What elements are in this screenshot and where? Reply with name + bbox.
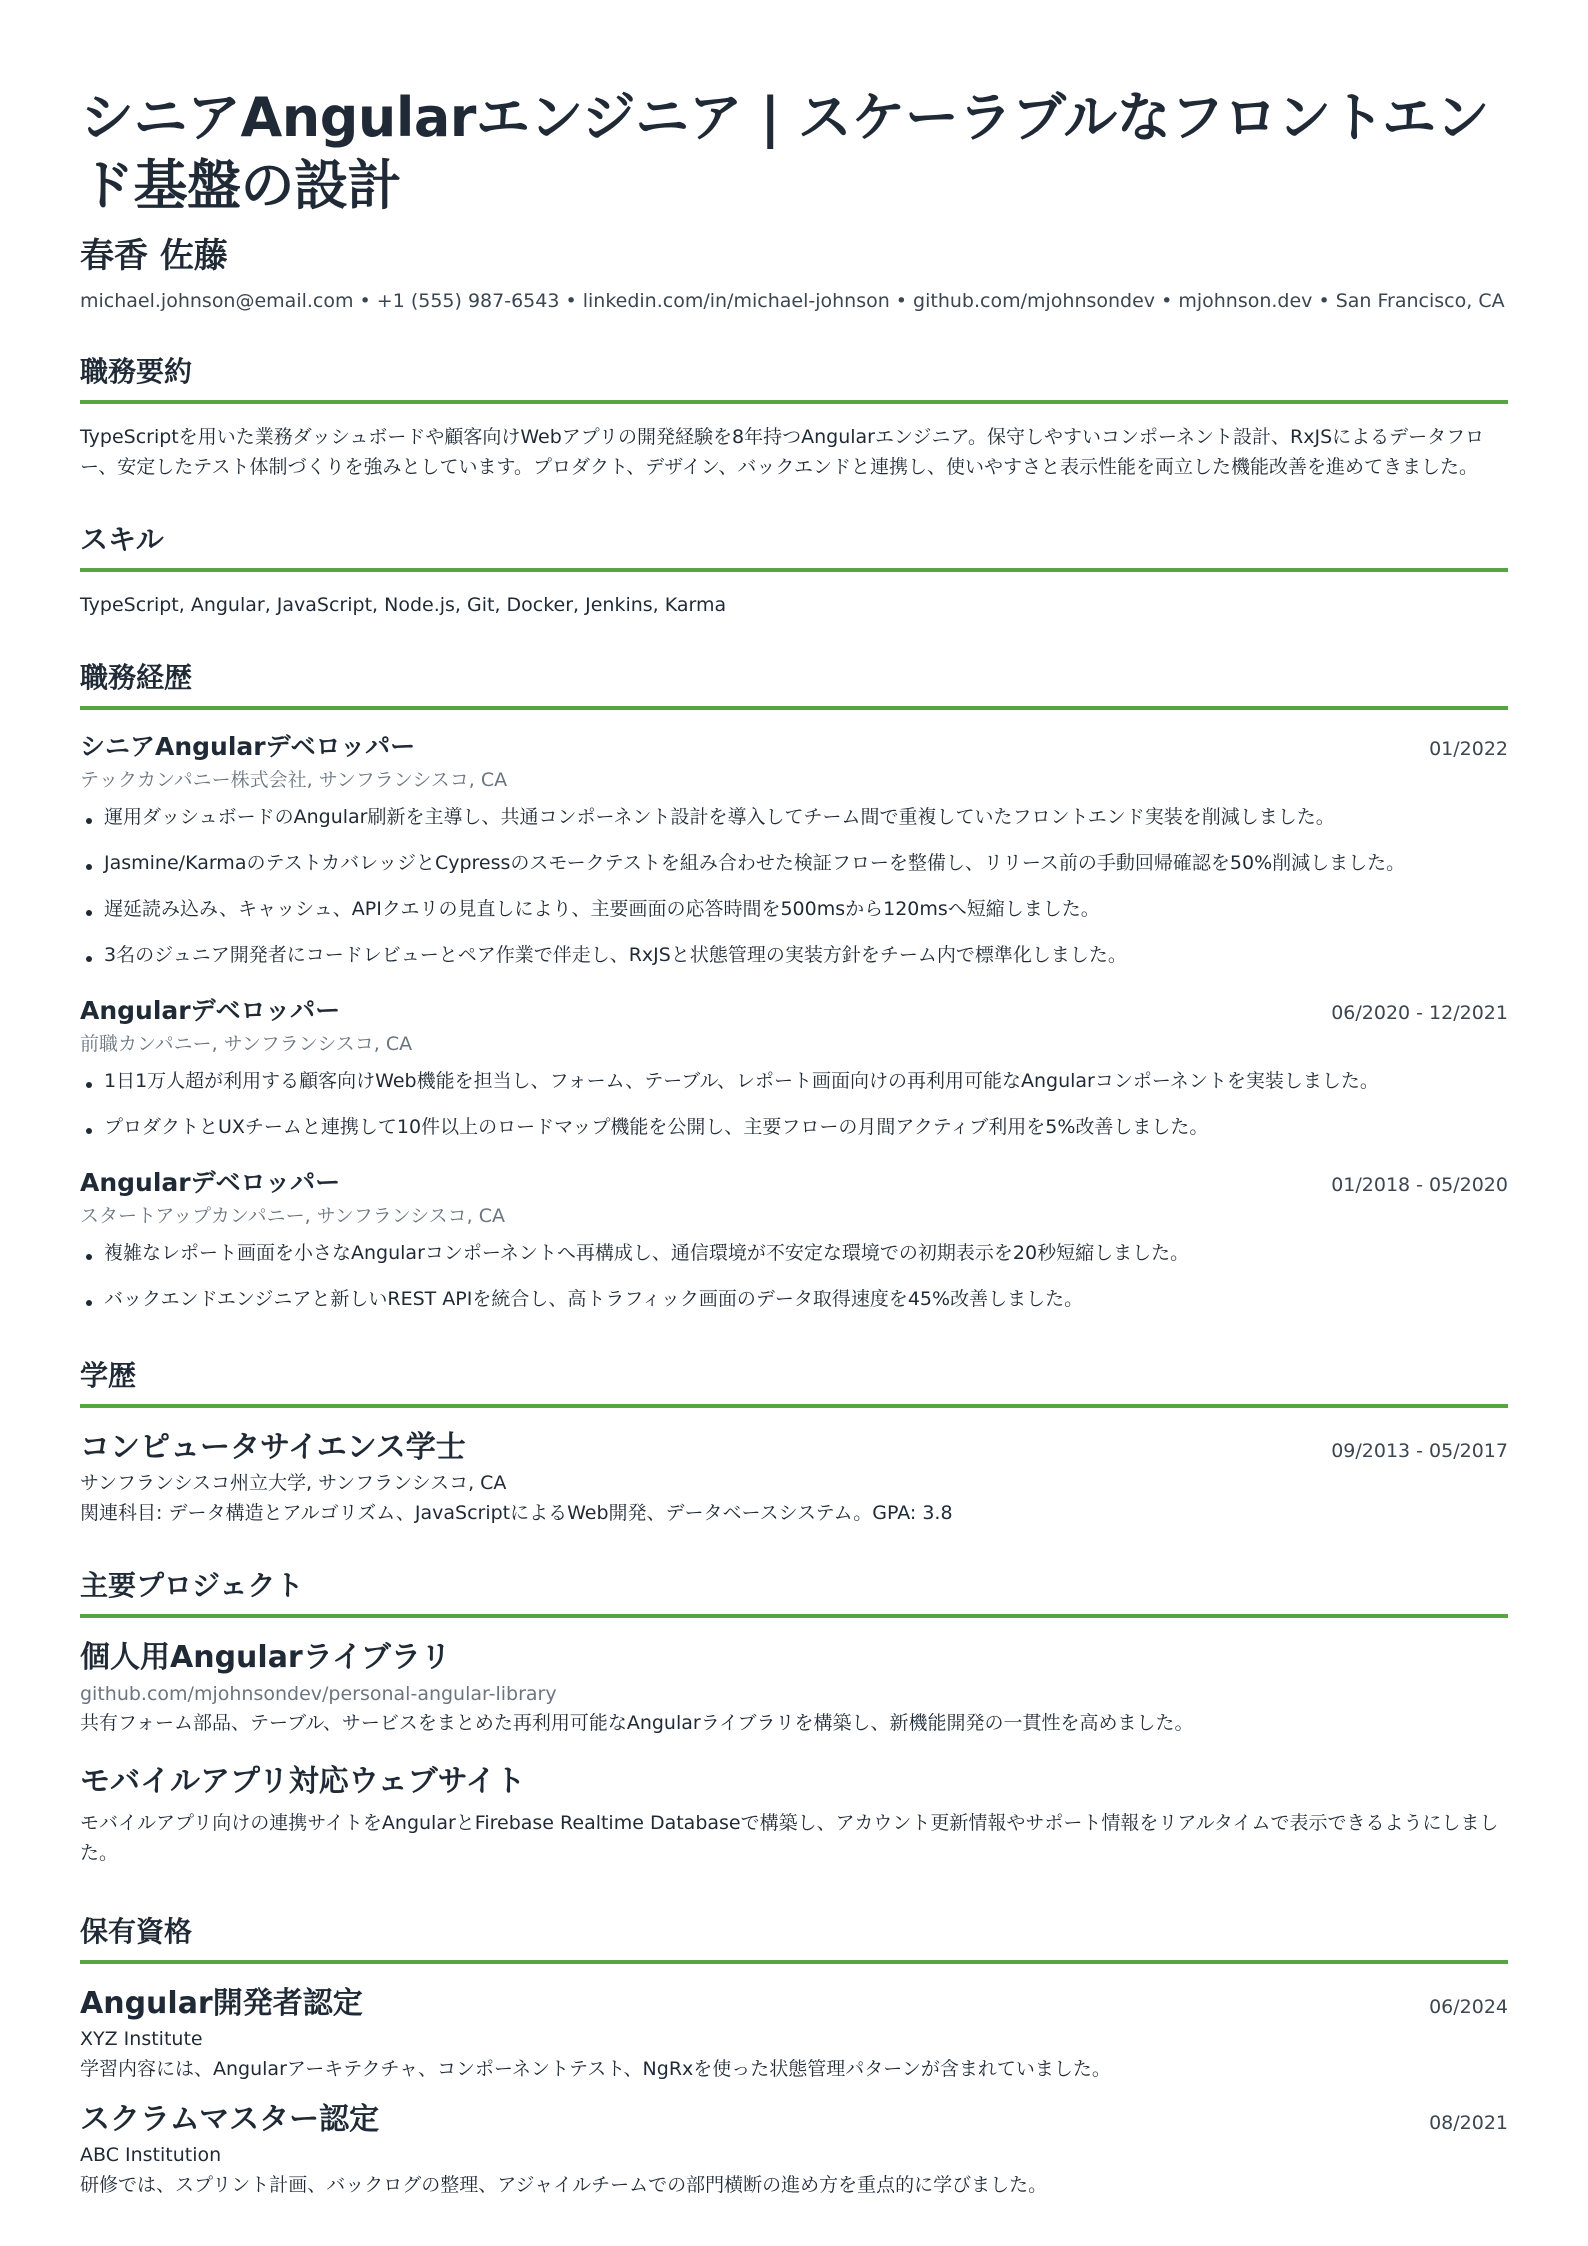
job-bullet-text: 遅延読み込み、キャッシュ、APIクエリの見直しにより、主要画面の応答時間を500msから120msへ短縮しました。 bbox=[104, 898, 1100, 920]
degree-title: コンピュータサイエンス学士 bbox=[80, 1430, 466, 1465]
job-role: Angularデベロッパー bbox=[80, 1168, 341, 1197]
job-company: 前職カンパニー, サンフランシスコ, CA bbox=[80, 1033, 413, 1055]
bullet-icon bbox=[86, 1254, 92, 1260]
certification-entry bbox=[80, 1984, 1508, 2084]
resume-headline: シニアAngularエンジニア | スケーラブルなフロントエンド基盤の設計 bbox=[80, 86, 1490, 217]
section-title-experience: 職務経歴 bbox=[80, 660, 1508, 710]
job-bullet-text: 運用ダッシュボードのAngular刷新を主導し、共通コンポーネント設計を導入してチーム間で重複していたフロントエンド実装を削減しました。 bbox=[104, 806, 1335, 828]
certification-name: スクラムマスター認定 bbox=[80, 2102, 380, 2137]
project-entry bbox=[80, 1638, 1508, 1738]
project-description: 共有フォーム部品、テーブル、サービスをまとめた再利用可能なAngularライブラリを構築し、新機能開発の一貫性を高めました。 bbox=[80, 1712, 1194, 1734]
job-bullet bbox=[80, 1286, 1508, 1312]
summary-text: TypeScriptを用いた業務ダッシュボードや顧客向けWebアプリの開発経験を8年持つAngularエンジニア。保守しやすいコンポーネント設計、RxJSによるデータフロー、安定したテスト体制づくりを強みとしています。プロダクト、デザイン、バックエンドと連携し、使いやすさと表示性能を両立した機能改善を進めてきました。 bbox=[80, 426, 1485, 478]
section-title-education: 学歴 bbox=[80, 1358, 1508, 1408]
job-entry bbox=[80, 1166, 1508, 1312]
job-bullet-text: 3名のジュニア開発者にコードレビューとペア作業で伴走し、RxJSと状態管理の実装方針をチーム内で標準化しました。 bbox=[104, 944, 1127, 966]
project-link[interactable]: github.com/mjohnsondev/personal-angular-library bbox=[80, 1683, 557, 1705]
certifications-section bbox=[80, 1914, 1508, 2200]
bullet-icon bbox=[86, 1300, 92, 1306]
job-bullet bbox=[80, 804, 1508, 830]
job-bullet bbox=[80, 850, 1508, 876]
job-bullets bbox=[80, 1240, 1508, 1312]
job-bullet bbox=[80, 942, 1508, 968]
bullet-icon bbox=[86, 1082, 92, 1088]
job-date: 06/2020 - 12/2021 bbox=[1331, 1002, 1508, 1024]
job-bullet-text: Jasmine/KarmaのテストカバレッジとCypressのスモークテストを組み合わせた検証フローを整備し、リリース前の手動回帰確認を50%削減しました。 bbox=[104, 852, 1406, 874]
job-bullet-text: プロダクトとUXチームと連携して10件以上のロードマップ機能を公開し、主要フローの月間アクティブ利用を5%改善しました。 bbox=[104, 1116, 1209, 1138]
section-title-certifications: 保有資格 bbox=[80, 1914, 1508, 1964]
job-role: シニアAngularデベロッパー bbox=[80, 732, 416, 761]
candidate-name: 春香 佐藤 bbox=[80, 236, 228, 276]
certification-description: 研修では、スプリント計画、バックログの整理、アジャイルチームでの部門横断の進め方を重点的に学びました。 bbox=[80, 2174, 1048, 2196]
job-date: 01/2022 bbox=[1429, 738, 1508, 760]
experience-section bbox=[80, 660, 1508, 1312]
certification-issuer: ABC Institution bbox=[80, 2144, 222, 2166]
job-bullet-text: バックエンドエンジニアと新しいREST APIを統合し、高トラフィック画面のデータ取得速度を45%改善しました。 bbox=[104, 1288, 1084, 1310]
bullet-icon bbox=[86, 818, 92, 824]
job-bullets bbox=[80, 1068, 1508, 1140]
project-entry bbox=[80, 1762, 1508, 1868]
certification-name: Angular開発者認定 bbox=[80, 1986, 363, 2021]
project-description: モバイルアプリ向けの連携サイトをAngularとFirebase Realtime Databaseで構築し、アカウント更新情報やサポート情報をリアルタイムで表示できるようにしました。 bbox=[80, 1812, 1499, 1864]
skills-text: TypeScript, Angular, JavaScript, Node.js, Git, Docker, Jenkins, Karma bbox=[80, 594, 727, 616]
job-bullet bbox=[80, 1068, 1508, 1094]
project-name: モバイルアプリ対応ウェブサイト bbox=[80, 1764, 526, 1799]
certification-issuer: XYZ Institute bbox=[80, 2028, 203, 2050]
job-bullet bbox=[80, 1114, 1508, 1140]
job-company: スタートアップカンパニー, サンフランシスコ, CA bbox=[80, 1205, 506, 1227]
summary-section bbox=[80, 354, 1508, 482]
projects-section bbox=[80, 1568, 1508, 1868]
education-entry bbox=[80, 1428, 1508, 1528]
education-section bbox=[80, 1358, 1508, 1528]
certification-description: 学習内容には、Angularアーキテクチャ、コンポーネントテスト、NgRxを使った状態管理パターンが含まれていました。 bbox=[80, 2058, 1111, 2080]
project-name: 個人用Angularライブラリ bbox=[80, 1640, 451, 1675]
job-bullet bbox=[80, 1240, 1508, 1266]
certification-date: 06/2024 bbox=[1429, 1996, 1508, 2018]
education-date: 09/2013 - 05/2017 bbox=[1331, 1440, 1508, 1462]
bullet-icon bbox=[86, 956, 92, 962]
contact-line: michael.johnson@email.com • +1 (555) 987-6543 • linkedin.com/in/michael-johnson • github.com/mjohnsondev • mjohnson.dev • San Francisco, CA bbox=[80, 290, 1505, 312]
skills-section bbox=[80, 522, 1508, 620]
job-date: 01/2018 - 05/2020 bbox=[1331, 1174, 1508, 1196]
bullet-icon bbox=[86, 864, 92, 870]
job-bullet bbox=[80, 896, 1508, 922]
section-title-summary: 職務要約 bbox=[80, 354, 1508, 404]
job-company: テックカンパニー株式会社, サンフランシスコ, CA bbox=[80, 769, 508, 791]
certification-date: 08/2021 bbox=[1429, 2112, 1508, 2134]
job-role: Angularデベロッパー bbox=[80, 996, 341, 1025]
job-entry bbox=[80, 994, 1508, 1140]
section-title-projects: 主要プロジェクト bbox=[80, 1568, 1508, 1618]
job-entry bbox=[80, 730, 1508, 968]
section-title-skills: スキル bbox=[80, 522, 1508, 572]
education-details: 関連科目: データ構造とアルゴリズム、JavaScriptによるWeb開発、データベースシステム。GPA: 3.8 bbox=[80, 1502, 953, 1524]
job-bullets bbox=[80, 804, 1508, 968]
job-bullet-text: 複雑なレポート画面を小さなAngularコンポーネントへ再構成し、通信環境が不安定な環境での初期表示を20秒短縮しました。 bbox=[104, 1242, 1190, 1264]
bullet-icon bbox=[86, 910, 92, 916]
certification-entry bbox=[80, 2100, 1508, 2200]
job-bullet-text: 1日1万人超が利用する顧客向けWeb機能を担当し、フォーム、テーブル、レポート画面向けの再利用可能なAngularコンポーネントを実装しました。 bbox=[104, 1070, 1379, 1092]
bullet-icon bbox=[86, 1128, 92, 1134]
school-name: サンフランシスコ州立大学, サンフランシスコ, CA bbox=[80, 1472, 507, 1494]
